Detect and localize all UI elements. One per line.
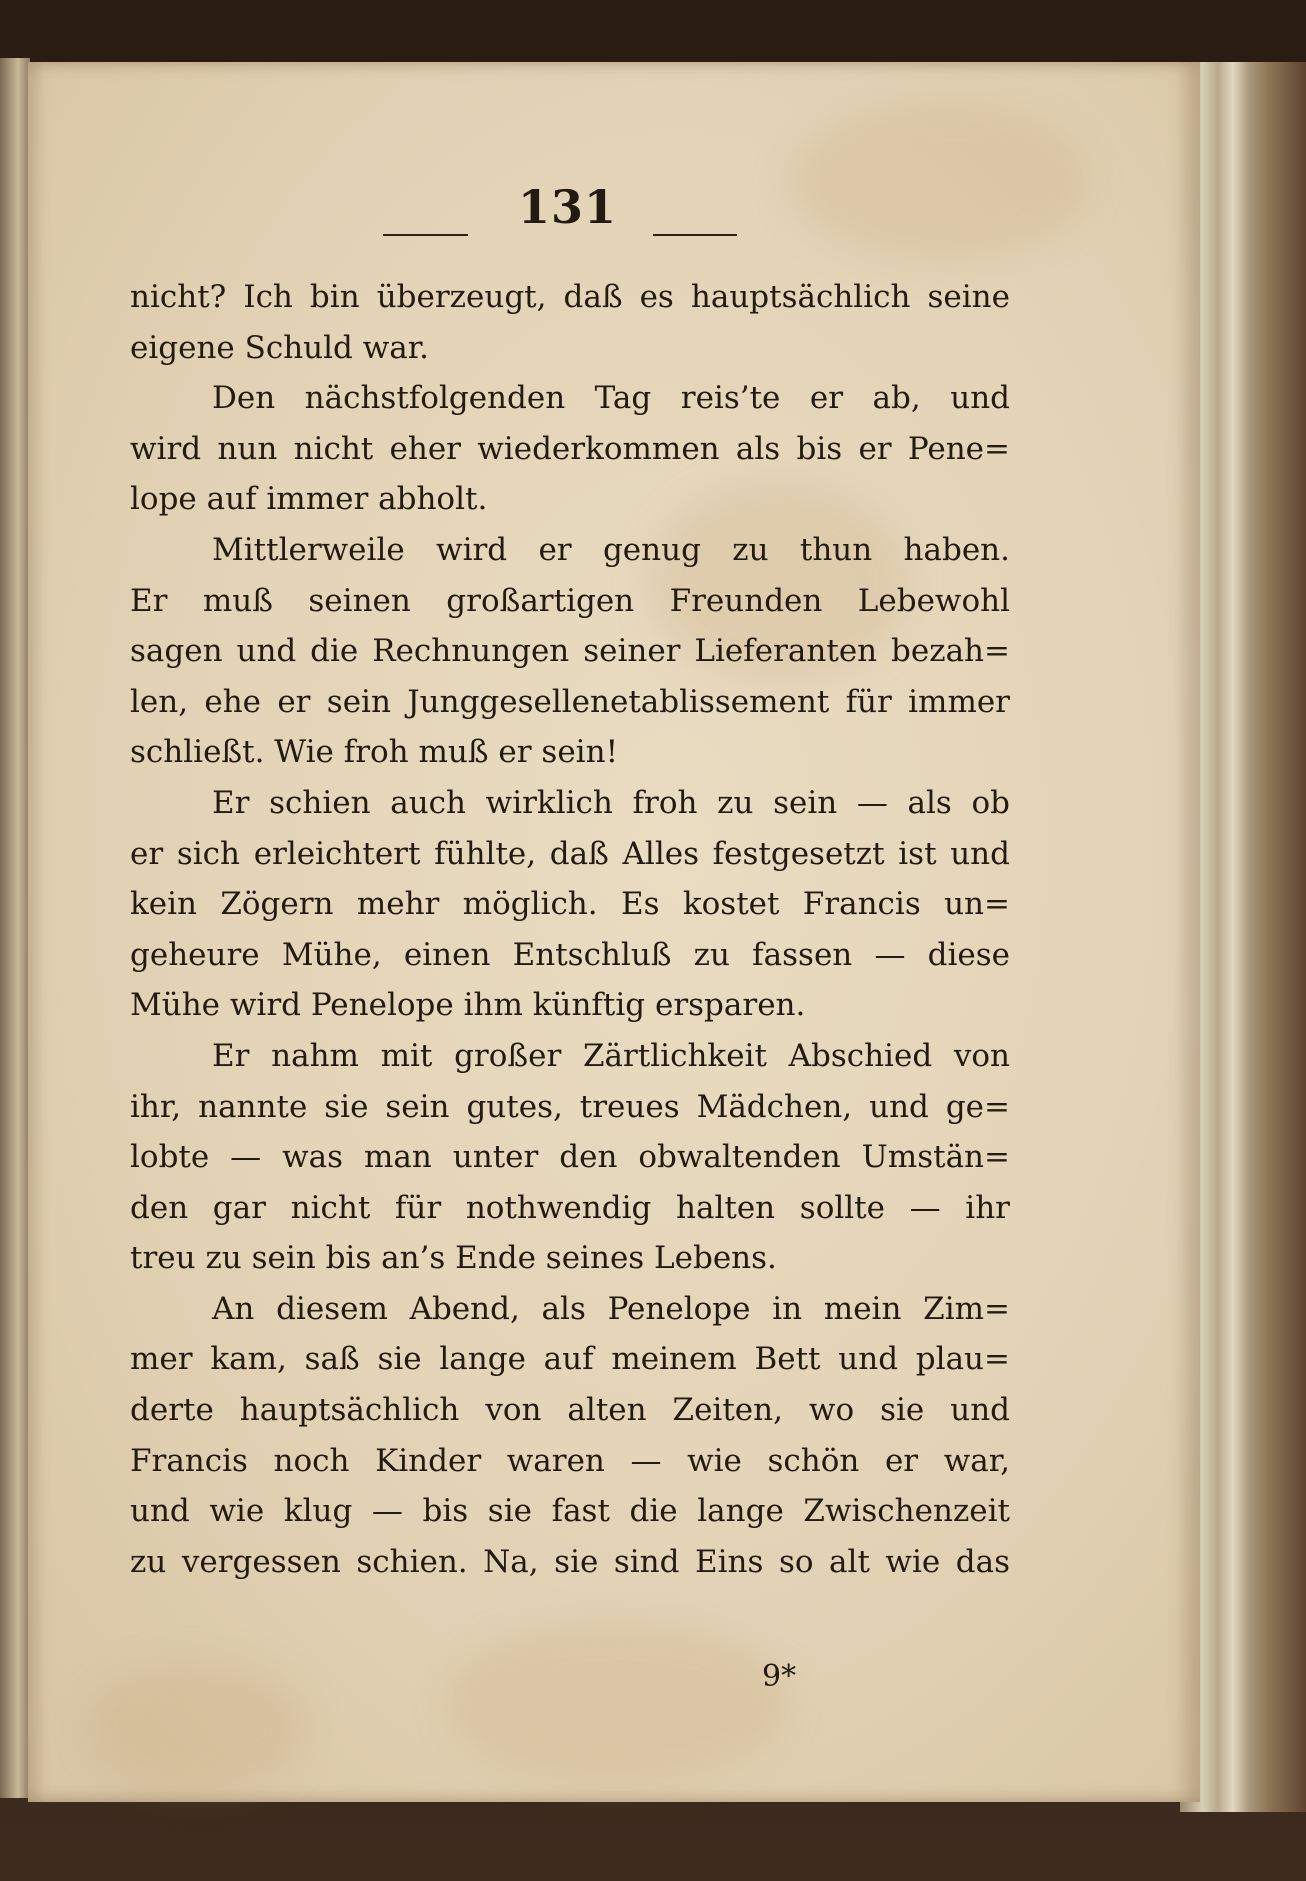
text-line: wird nun nicht eher wiederkommen als bis er Pene= <box>130 430 1010 467</box>
left-page-edge <box>0 58 30 1798</box>
text-line: sagen und die Rechnungen seiner Lieferanten bezah= <box>130 633 1010 670</box>
text-line: kein Zögern mehr möglich. Es kostet Francis un= <box>130 886 1010 923</box>
text-line: eigene Schuld war. <box>130 329 430 366</box>
text-line: derte hauptsächlich von alten Zeiten, wo sie und <box>130 1392 1010 1429</box>
text-line: ihr, nannte sie sein gutes, treues Mädchen, und ge= <box>130 1088 1010 1125</box>
text-line: An diesem Abend, als Penelope in mein Zim= <box>212 1290 1010 1327</box>
text-line: Den nächstfolgenden Tag reis’te er ab, und <box>212 380 1010 417</box>
text-line: treu zu sein bis an’s Ende seines Lebens. <box>130 1240 777 1277</box>
text-line: geheure Mühe, einen Entschluß zu fassen — diese <box>130 936 1010 973</box>
text-line: Mühe wird Penelope ihm künftig ersparen. <box>130 987 806 1024</box>
text-line: Er nahm mit großer Zärtlichkeit Abschied von <box>212 1037 1010 1074</box>
printer-signature-mark: 9* <box>762 1659 797 1694</box>
text-line: zu vergessen schien. Na, sie sind Eins so alt wie das <box>130 1543 1010 1580</box>
text-line: schließt. Wie froh muß er sein! <box>130 734 619 771</box>
text-line: lope auf immer abholt. <box>130 481 488 518</box>
text-line: er sich erleichtert fühlte, daß Alles festgesetzt ist und <box>130 835 1010 872</box>
text-line: Er muß seinen großartigen Freunden Lebewohl <box>130 582 1010 619</box>
text-line: lobte — was man unter den obwaltenden Umstän= <box>130 1139 1010 1176</box>
header-rule-right <box>653 234 737 236</box>
text-line: und wie klug — bis sie fast die lange Zwischenzeit <box>130 1493 1010 1530</box>
text-line: nicht? Ich bin überzeugt, daß es hauptsächlich seine <box>130 279 1010 315</box>
page-header <box>28 180 1148 260</box>
text-line: Er schien auch wirklich froh zu sein — als ob <box>212 784 1010 821</box>
book-page <box>28 62 1200 1802</box>
header-rule-left <box>383 234 468 236</box>
text-line: len, ehe er sein Junggesellenetablissement für immer <box>130 683 1010 720</box>
paper-stain <box>88 1662 308 1792</box>
text-line: den gar nicht für nothwendig halten sollte — ihr <box>130 1189 1010 1226</box>
page-number: 131 <box>518 180 618 234</box>
page-body-text <box>130 272 1010 1587</box>
text-line: Francis noch Kinder waren — wie schön er war, <box>130 1442 1010 1479</box>
text-line: mer kam, saß sie lange auf meinem Bett und plau= <box>130 1341 1010 1378</box>
text-line: Mittlerweile wird er genug zu thun haben. <box>212 531 1010 568</box>
paper-stain <box>448 1622 788 1782</box>
